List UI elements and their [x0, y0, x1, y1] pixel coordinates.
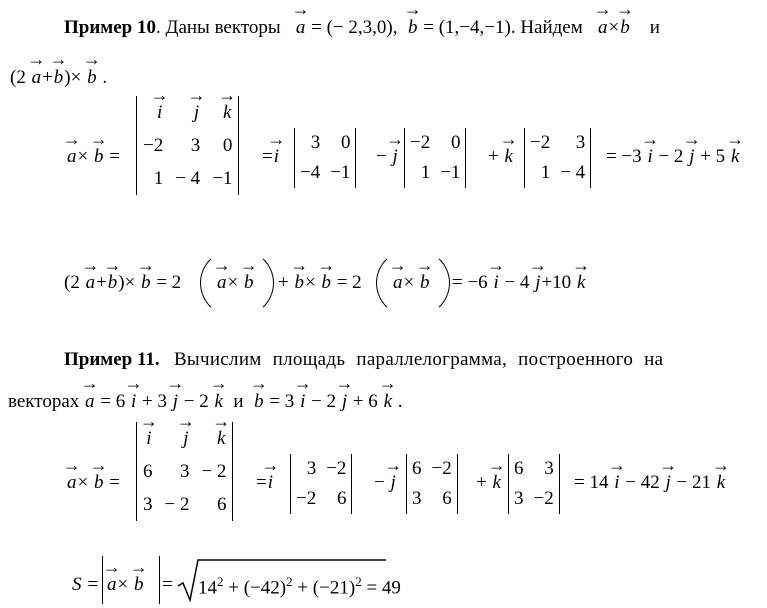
ex11-result: = 14 → i − 42 → j − 21 → k — [574, 472, 726, 494]
ex11-det3: → i → j → k 6 3 − 2 3 − 2 6 — [136, 422, 233, 521]
ex11-minus: − → j — [374, 472, 397, 494]
ex10-m2: −2 0 1 −1 — [404, 128, 466, 188]
ex10-det3: → i → j → k −2 3 0 1 − 4 −1 — [136, 96, 239, 195]
ex11-m1: 3 −2 −2 6 — [290, 454, 352, 514]
vector-b: → b — [407, 16, 419, 40]
ex10-line1: Пример 10. Даны векторы → a = (− 2,3,0), → b = (1,−4,−1). Найдем → a×→ b и — [64, 16, 660, 40]
ex11-m2: 6 −2 3 6 — [406, 454, 458, 514]
ex10-cross-lhs: → a× → b = — [66, 146, 120, 168]
ex11-cross-lhs: → a× → b = — [66, 472, 120, 494]
ex11-area: S = — [72, 574, 100, 595]
ex10-title: Пример 10 — [64, 17, 156, 38]
ex10-eq2: (2 → a+→ b)× → b = 2 — [64, 272, 181, 294]
ex10-eq1: =→ i — [262, 146, 280, 168]
ex10-m3: −2 3 1 − 4 — [524, 128, 591, 188]
ex11-radicand: $14^2 + (-42)^2 + (-21)^2 = 49$ — [198, 574, 401, 599]
ex11-eq1: =→ i — [256, 472, 274, 494]
ex10-line2: (2 → a+→ b)× → b . — [10, 66, 107, 90]
ex10-plus: + → k — [488, 146, 514, 168]
ex11-title: Пример 11. — [64, 349, 160, 370]
ex10-result2: = −6 → i − 4 → j+10 → k — [452, 272, 586, 294]
ex11-line1: Пример 11. Вычислим площадь параллелограмма, построенного на — [64, 349, 664, 370]
ex11-line2: векторах → a = 6 → i + 3 → j − 2 → k и → b = 3 → i − 2 → j + 6 → k . — [8, 390, 403, 414]
ex11-m3: 6 3 3 −2 — [508, 454, 560, 514]
ex10-minus: − → j — [376, 146, 399, 168]
vector-a: → a — [295, 16, 307, 40]
ex11-plus: + → k — [476, 472, 502, 494]
ex10-m1: 3 0 −4 −1 — [294, 128, 356, 188]
ex10-result: = −3 → i − 2 → j + 5 → k — [606, 146, 740, 168]
